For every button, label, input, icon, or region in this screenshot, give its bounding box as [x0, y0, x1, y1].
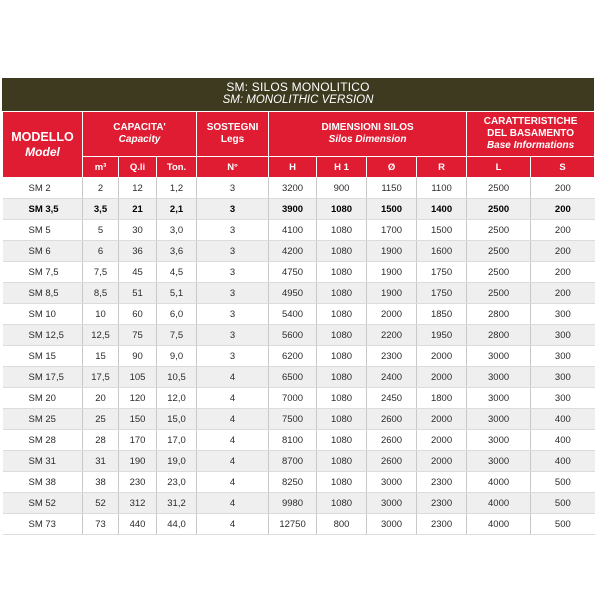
unit-header: H 1 [317, 157, 367, 178]
table-row [3, 367, 595, 388]
table-cell: 2500 [467, 283, 531, 304]
table-cell: 2000 [417, 430, 467, 451]
table-cell: 3000 [367, 514, 417, 535]
table-cell: 2800 [467, 325, 531, 346]
model-cell: SM 20 [3, 388, 83, 409]
table-cell: 2300 [417, 493, 467, 514]
table-row [3, 178, 595, 199]
table-cell: 4 [197, 388, 269, 409]
model-cell: SM 17,5 [3, 367, 83, 388]
table-cell: 6,0 [157, 304, 197, 325]
table-cell: 4200 [269, 241, 317, 262]
table-cell: 200 [531, 283, 595, 304]
table-cell: 150 [119, 409, 157, 430]
table-row [3, 451, 595, 472]
model-cell: SM 25 [3, 409, 83, 430]
model-cell: SM 8,5 [3, 283, 83, 304]
table-row [3, 493, 595, 514]
table-cell: 1500 [417, 220, 467, 241]
table-cell: 3 [197, 346, 269, 367]
table-cell: 60 [119, 304, 157, 325]
table-cell: 19,0 [157, 451, 197, 472]
unit-header: R [417, 157, 467, 178]
model-cell: SM 6 [3, 241, 83, 262]
table-cell: 300 [531, 367, 595, 388]
header-dimensions [269, 112, 467, 157]
table-cell: 3000 [467, 346, 531, 367]
table-row [3, 325, 595, 346]
table-cell: 1700 [367, 220, 417, 241]
table-cell: 2300 [417, 514, 467, 535]
table-cell: 1150 [367, 178, 417, 199]
table-row [3, 388, 595, 409]
table-cell: 4 [197, 367, 269, 388]
table-cell: 51 [119, 283, 157, 304]
table-cell: 75 [119, 325, 157, 346]
table-cell: 4000 [467, 472, 531, 493]
table-cell: 2 [83, 178, 119, 199]
header-model [3, 112, 83, 178]
table-cell: 300 [531, 388, 595, 409]
table-cell: 5,1 [157, 283, 197, 304]
header-legs-sub: Legs [220, 134, 245, 145]
table-cell: 500 [531, 493, 595, 514]
table-cell: 90 [119, 346, 157, 367]
model-cell: SM 73 [3, 514, 83, 535]
unit-header: H [269, 157, 317, 178]
table-cell: 73 [83, 514, 119, 535]
table-title-bar [2, 78, 594, 111]
table-cell: 1080 [317, 304, 367, 325]
table-cell: 3 [197, 241, 269, 262]
table-cell: 3 [197, 283, 269, 304]
table-cell: 15 [83, 346, 119, 367]
table-cell: 3900 [269, 199, 317, 220]
table-cell: 3000 [467, 430, 531, 451]
table-cell: 400 [531, 430, 595, 451]
unit-header: N° [197, 157, 269, 178]
table-cell: 12 [119, 178, 157, 199]
table-cell: 2600 [367, 451, 417, 472]
table-cell: 1080 [317, 409, 367, 430]
table-cell: 21 [119, 199, 157, 220]
table-cell: 1080 [317, 283, 367, 304]
table-cell: 200 [531, 220, 595, 241]
table-cell: 3 [197, 325, 269, 346]
header-capacity-sub: Capacity [118, 134, 161, 145]
table-cell: 400 [531, 409, 595, 430]
model-cell: SM 7,5 [3, 262, 83, 283]
header-capacity-label: CAPACITA' [113, 122, 166, 133]
table-cell: 800 [317, 514, 367, 535]
table-cell: 1080 [317, 241, 367, 262]
header-dimensions-sub: Silos Dimension [328, 134, 407, 145]
table-cell: 2400 [367, 367, 417, 388]
header-base-sub: Base Informations [486, 140, 575, 151]
table-cell: 1080 [317, 367, 367, 388]
table-cell: 500 [531, 514, 595, 535]
silos-spec-table [2, 111, 595, 535]
table-cell: 1750 [417, 283, 467, 304]
table-cell: 2500 [467, 220, 531, 241]
table-cell: 2200 [367, 325, 417, 346]
table-cell: 1080 [317, 430, 367, 451]
model-cell: SM 12,5 [3, 325, 83, 346]
table-cell: 12,5 [83, 325, 119, 346]
table-cell: 1100 [417, 178, 467, 199]
table-cell: 1,2 [157, 178, 197, 199]
table-cell: 900 [317, 178, 367, 199]
unit-header: L [467, 157, 531, 178]
table-cell: 200 [531, 262, 595, 283]
table-cell: 1080 [317, 451, 367, 472]
table-row [3, 241, 595, 262]
table-cell: 300 [531, 346, 595, 367]
table-row [3, 220, 595, 241]
table-row [3, 346, 595, 367]
table-cell: 4100 [269, 220, 317, 241]
table-cell: 2500 [467, 199, 531, 220]
table-cell: 4 [197, 493, 269, 514]
table-cell: 500 [531, 472, 595, 493]
table-cell: 10,5 [157, 367, 197, 388]
table-cell: 1750 [417, 262, 467, 283]
table-cell: 5600 [269, 325, 317, 346]
table-cell: 200 [531, 199, 595, 220]
table-cell: 3,5 [83, 199, 119, 220]
table-cell: 8100 [269, 430, 317, 451]
model-cell: SM 10 [3, 304, 83, 325]
table-cell: 200 [531, 178, 595, 199]
table-cell: 7,5 [157, 325, 197, 346]
table-row [3, 283, 595, 304]
header-model-label: MODELLO [11, 129, 74, 144]
model-cell: SM 31 [3, 451, 83, 472]
table-subtitle: SM: MONOLITHIC VERSION [222, 94, 374, 106]
table-cell: 4000 [467, 493, 531, 514]
table-cell: 5 [83, 220, 119, 241]
table-cell: 15,0 [157, 409, 197, 430]
table-cell: 25 [83, 409, 119, 430]
table-cell: 2000 [417, 409, 467, 430]
table-cell: 6 [83, 241, 119, 262]
table-cell: 1400 [417, 199, 467, 220]
table-cell: 2500 [467, 241, 531, 262]
table-cell: 20 [83, 388, 119, 409]
table-cell: 3 [197, 178, 269, 199]
table-cell: 1080 [317, 199, 367, 220]
table-cell: 230 [119, 472, 157, 493]
table-cell: 28 [83, 430, 119, 451]
table-cell: 4,5 [157, 262, 197, 283]
table-cell: 12,0 [157, 388, 197, 409]
table-row [3, 430, 595, 451]
table-cell: 1950 [417, 325, 467, 346]
model-cell: SM 5 [3, 220, 83, 241]
table-cell: 9,0 [157, 346, 197, 367]
table-cell: 2500 [467, 262, 531, 283]
table-cell: 2600 [367, 409, 417, 430]
table-row [3, 472, 595, 493]
header-capacity [83, 112, 197, 157]
table-cell: 2000 [417, 367, 467, 388]
table-row [3, 514, 595, 535]
table-cell: 9980 [269, 493, 317, 514]
table-cell: 3 [197, 199, 269, 220]
table-cell: 31 [83, 451, 119, 472]
model-cell: SM 28 [3, 430, 83, 451]
table-cell: 7000 [269, 388, 317, 409]
table-row [3, 199, 595, 220]
table-cell: 1080 [317, 220, 367, 241]
table-cell: 8,5 [83, 283, 119, 304]
header-row-main [3, 112, 595, 157]
table-cell: 3000 [467, 409, 531, 430]
table-cell: 23,0 [157, 472, 197, 493]
table-cell: 4 [197, 514, 269, 535]
table-cell: 1800 [417, 388, 467, 409]
table-body [3, 178, 595, 535]
table-cell: 1900 [367, 283, 417, 304]
table-cell: 3 [197, 262, 269, 283]
table-cell: 1600 [417, 241, 467, 262]
table-cell: 120 [119, 388, 157, 409]
table-cell: 2000 [367, 304, 417, 325]
table-cell: 3200 [269, 178, 317, 199]
table-cell: 2500 [467, 178, 531, 199]
table-cell: 45 [119, 262, 157, 283]
table-cell: 1900 [367, 262, 417, 283]
table-cell: 38 [83, 472, 119, 493]
table-cell: 1080 [317, 472, 367, 493]
table-cell: 36 [119, 241, 157, 262]
model-cell: SM 52 [3, 493, 83, 514]
table-cell: 200 [531, 241, 595, 262]
model-cell: SM 15 [3, 346, 83, 367]
table-cell: 2600 [367, 430, 417, 451]
table-cell: 4 [197, 430, 269, 451]
table-cell: 6500 [269, 367, 317, 388]
table-cell: 6200 [269, 346, 317, 367]
table-row [3, 262, 595, 283]
header-row-units [3, 157, 595, 178]
silos-table-container [2, 78, 594, 535]
header-base [467, 112, 595, 157]
table-cell: 3,0 [157, 220, 197, 241]
unit-header: m³ [83, 157, 119, 178]
table-cell: 12750 [269, 514, 317, 535]
table-cell: 4 [197, 472, 269, 493]
table-cell: 1080 [317, 346, 367, 367]
table-title: SM: SILOS MONOLITICO [226, 80, 370, 94]
table-cell: 10 [83, 304, 119, 325]
table-row [3, 409, 595, 430]
header-base-label1: CARATTERISTICHE [483, 116, 578, 127]
table-cell: 4 [197, 451, 269, 472]
table-cell: 5400 [269, 304, 317, 325]
table-cell: 4950 [269, 283, 317, 304]
table-cell: 7,5 [83, 262, 119, 283]
model-cell: SM 38 [3, 472, 83, 493]
table-row [3, 304, 595, 325]
unit-header: Q.li [119, 157, 157, 178]
model-cell: SM 2 [3, 178, 83, 199]
table-cell: 3000 [367, 472, 417, 493]
table-cell: 4 [197, 409, 269, 430]
table-cell: 1900 [367, 241, 417, 262]
table-cell: 1080 [317, 262, 367, 283]
table-cell: 3000 [467, 451, 531, 472]
table-cell: 300 [531, 304, 595, 325]
table-cell: 3000 [467, 367, 531, 388]
table-cell: 3 [197, 304, 269, 325]
table-cell: 4750 [269, 262, 317, 283]
unit-header: Ton. [157, 157, 197, 178]
unit-header: Ø [367, 157, 417, 178]
table-cell: 8700 [269, 451, 317, 472]
table-cell: 44,0 [157, 514, 197, 535]
model-cell: SM 3,5 [3, 199, 83, 220]
table-cell: 17,5 [83, 367, 119, 388]
table-cell: 1080 [317, 325, 367, 346]
table-cell: 312 [119, 493, 157, 514]
table-cell: 7500 [269, 409, 317, 430]
header-legs [197, 112, 269, 157]
table-cell: 105 [119, 367, 157, 388]
table-cell: 1080 [317, 493, 367, 514]
header-model-sub: Model [25, 144, 60, 159]
header-dimensions-label: DIMENSIONI SILOS [321, 122, 414, 133]
table-cell: 1080 [317, 388, 367, 409]
table-cell: 4000 [467, 514, 531, 535]
table-cell: 2,1 [157, 199, 197, 220]
table-cell: 3000 [467, 388, 531, 409]
table-cell: 2300 [417, 472, 467, 493]
table-cell: 3 [197, 220, 269, 241]
table-cell: 1500 [367, 199, 417, 220]
table-cell: 400 [531, 451, 595, 472]
table-cell: 2000 [417, 346, 467, 367]
table-cell: 3000 [367, 493, 417, 514]
table-cell: 440 [119, 514, 157, 535]
table-cell: 2300 [367, 346, 417, 367]
header-legs-label: SOSTEGNI [206, 122, 259, 133]
table-cell: 190 [119, 451, 157, 472]
table-cell: 3,6 [157, 241, 197, 262]
table-cell: 30 [119, 220, 157, 241]
table-cell: 2800 [467, 304, 531, 325]
table-cell: 2450 [367, 388, 417, 409]
table-cell: 31,2 [157, 493, 197, 514]
table-cell: 1850 [417, 304, 467, 325]
table-cell: 170 [119, 430, 157, 451]
unit-header: S [531, 157, 595, 178]
header-base-label2: DEL BASAMENTO [487, 128, 575, 139]
table-cell: 2000 [417, 451, 467, 472]
table-cell: 17,0 [157, 430, 197, 451]
table-cell: 8250 [269, 472, 317, 493]
table-cell: 300 [531, 325, 595, 346]
table-cell: 52 [83, 493, 119, 514]
